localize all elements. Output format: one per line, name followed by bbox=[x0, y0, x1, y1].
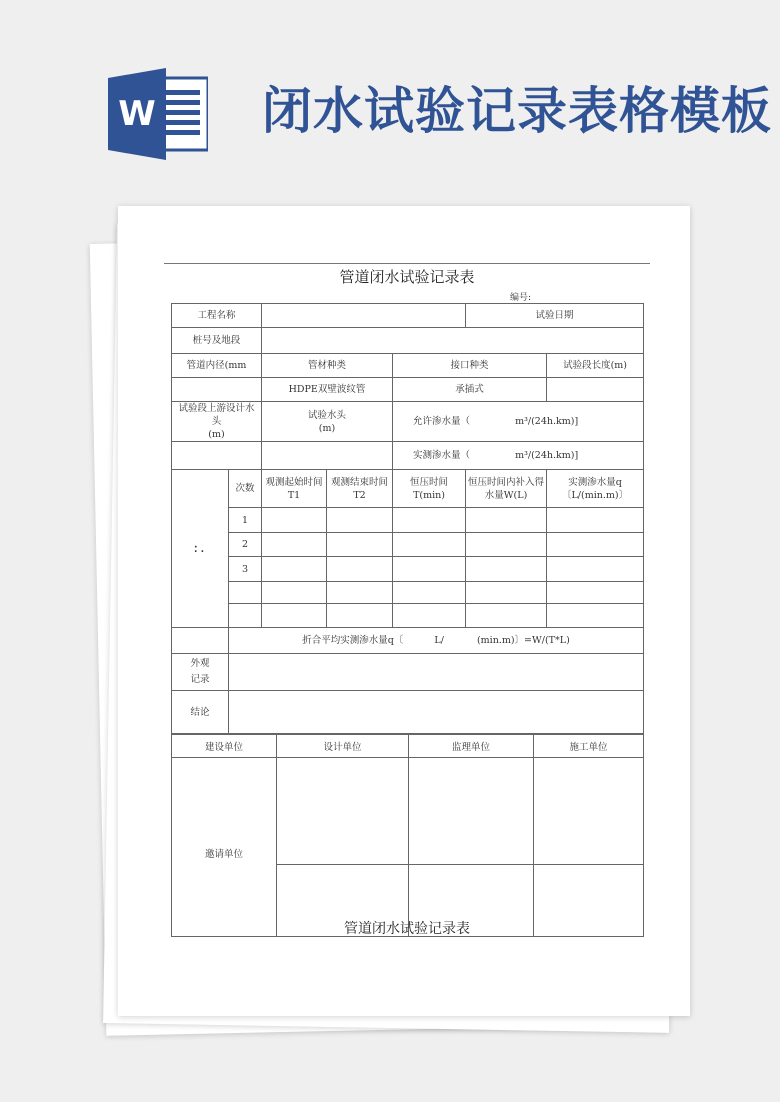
test-head-text: 试验水头 bbox=[308, 409, 347, 421]
table-row bbox=[172, 402, 644, 442]
table-row bbox=[172, 691, 644, 735]
allowed-seepage-unit: m³/(24h.km)] bbox=[515, 416, 579, 427]
invited-unit-label: 邀请单位 bbox=[204, 849, 243, 860]
word-icon-letter: W bbox=[118, 94, 156, 134]
document-title: 管道闭水试验记录表 bbox=[339, 268, 475, 286]
row-number-1: 1 bbox=[229, 508, 262, 533]
pipe-diameter-value bbox=[172, 378, 262, 402]
pile-section-label: 桩号及地段 bbox=[172, 328, 262, 354]
table-row bbox=[172, 628, 644, 654]
measured-seepage-unit: m³/(24h.km)] bbox=[515, 450, 579, 461]
table-row bbox=[172, 734, 644, 758]
pipe-diameter-label: 管道内径(mm bbox=[172, 354, 262, 378]
table-row bbox=[172, 470, 644, 508]
average-seepage-cell bbox=[229, 628, 644, 654]
construction-unit-label: 建设单位 bbox=[172, 734, 277, 758]
col-measured-header: 实测渗水量q〔L/(min.m)〕 bbox=[547, 470, 644, 508]
record-table bbox=[171, 303, 644, 735]
project-name-label: 工程名称 bbox=[172, 304, 262, 328]
pipe-material-value: HDPE双壁波纹管 bbox=[262, 378, 393, 402]
average-seepage-unit-l: L/ bbox=[434, 635, 444, 646]
table-row bbox=[172, 378, 644, 402]
table-row bbox=[172, 354, 644, 378]
design-unit-label: 设计单位 bbox=[277, 734, 409, 758]
table-row bbox=[172, 328, 644, 354]
col-end-header: 观测结束时间T2 bbox=[327, 470, 393, 508]
appearance-value bbox=[229, 654, 644, 691]
pipe-material-label: 管材种类 bbox=[262, 354, 393, 378]
project-name-value bbox=[262, 304, 466, 328]
joint-type-label: 接口种类 bbox=[393, 354, 547, 378]
test-length-label: 试验段长度(m) bbox=[547, 354, 644, 378]
test-head-value bbox=[262, 442, 393, 470]
supervision-unit-label: 监理单位 bbox=[409, 734, 534, 758]
col-duration-header: 恒压时间T(min) bbox=[393, 470, 466, 508]
banner-title: 闭水试验记录表格模板 bbox=[262, 82, 772, 140]
appearance-label bbox=[172, 654, 229, 691]
row-number-3: 3 bbox=[229, 557, 262, 582]
allowed-seepage-cell bbox=[393, 402, 644, 442]
construction-invited-cell bbox=[172, 758, 277, 937]
document-number-label: 编号: bbox=[510, 293, 532, 303]
upstream-head-unit: (m) bbox=[208, 429, 225, 440]
pile-section-value bbox=[262, 328, 644, 354]
table-row bbox=[172, 442, 644, 470]
table-row bbox=[172, 557, 644, 582]
word-icon bbox=[108, 68, 208, 160]
col-start-header: 观测起始时间T1 bbox=[262, 470, 327, 508]
side-marks-cell bbox=[172, 470, 229, 628]
table-row bbox=[172, 604, 644, 628]
table-row bbox=[172, 758, 644, 865]
table-row bbox=[172, 304, 644, 328]
test-head-label bbox=[262, 402, 393, 442]
upstream-head-value bbox=[172, 442, 262, 470]
test-head-unit: (m) bbox=[318, 422, 336, 434]
table-row bbox=[172, 582, 644, 604]
allowed-seepage-label: 允许渗水量（ bbox=[413, 416, 471, 427]
document-footer-title: 管道闭水试验记录表 bbox=[344, 921, 470, 937]
signature-table bbox=[171, 733, 644, 937]
average-seepage-formula: (min.m)〕=W/(T*L) bbox=[476, 635, 570, 646]
conclusion-value bbox=[229, 691, 644, 735]
side-marks: :. bbox=[193, 539, 207, 556]
joint-type-value: 承插式 bbox=[393, 378, 547, 402]
builder-unit-label: 施工单位 bbox=[534, 734, 644, 758]
test-length-value bbox=[547, 378, 644, 402]
upstream-head-text: 试验段上游设计水头 bbox=[178, 403, 255, 427]
top-rule bbox=[164, 263, 650, 264]
table-row bbox=[172, 654, 644, 691]
appearance-label-text: 外观记录 bbox=[190, 658, 210, 685]
measured-seepage-label: 实测渗水量（ bbox=[413, 450, 471, 461]
table-row bbox=[172, 508, 644, 533]
table-row bbox=[172, 533, 644, 557]
banner bbox=[0, 0, 780, 190]
col-times-header: 次数 bbox=[229, 470, 262, 508]
measured-seepage-cell bbox=[393, 442, 644, 470]
conclusion-label: 结论 bbox=[172, 691, 229, 735]
upstream-head-label bbox=[172, 402, 262, 442]
row-number-2: 2 bbox=[229, 533, 262, 557]
average-seepage-label: 折合平均实测渗水量q〔 bbox=[302, 635, 404, 646]
col-refill-header: 恒压时间内补入得水量W(L) bbox=[466, 470, 547, 508]
test-date-label: 试验日期 bbox=[466, 304, 644, 328]
